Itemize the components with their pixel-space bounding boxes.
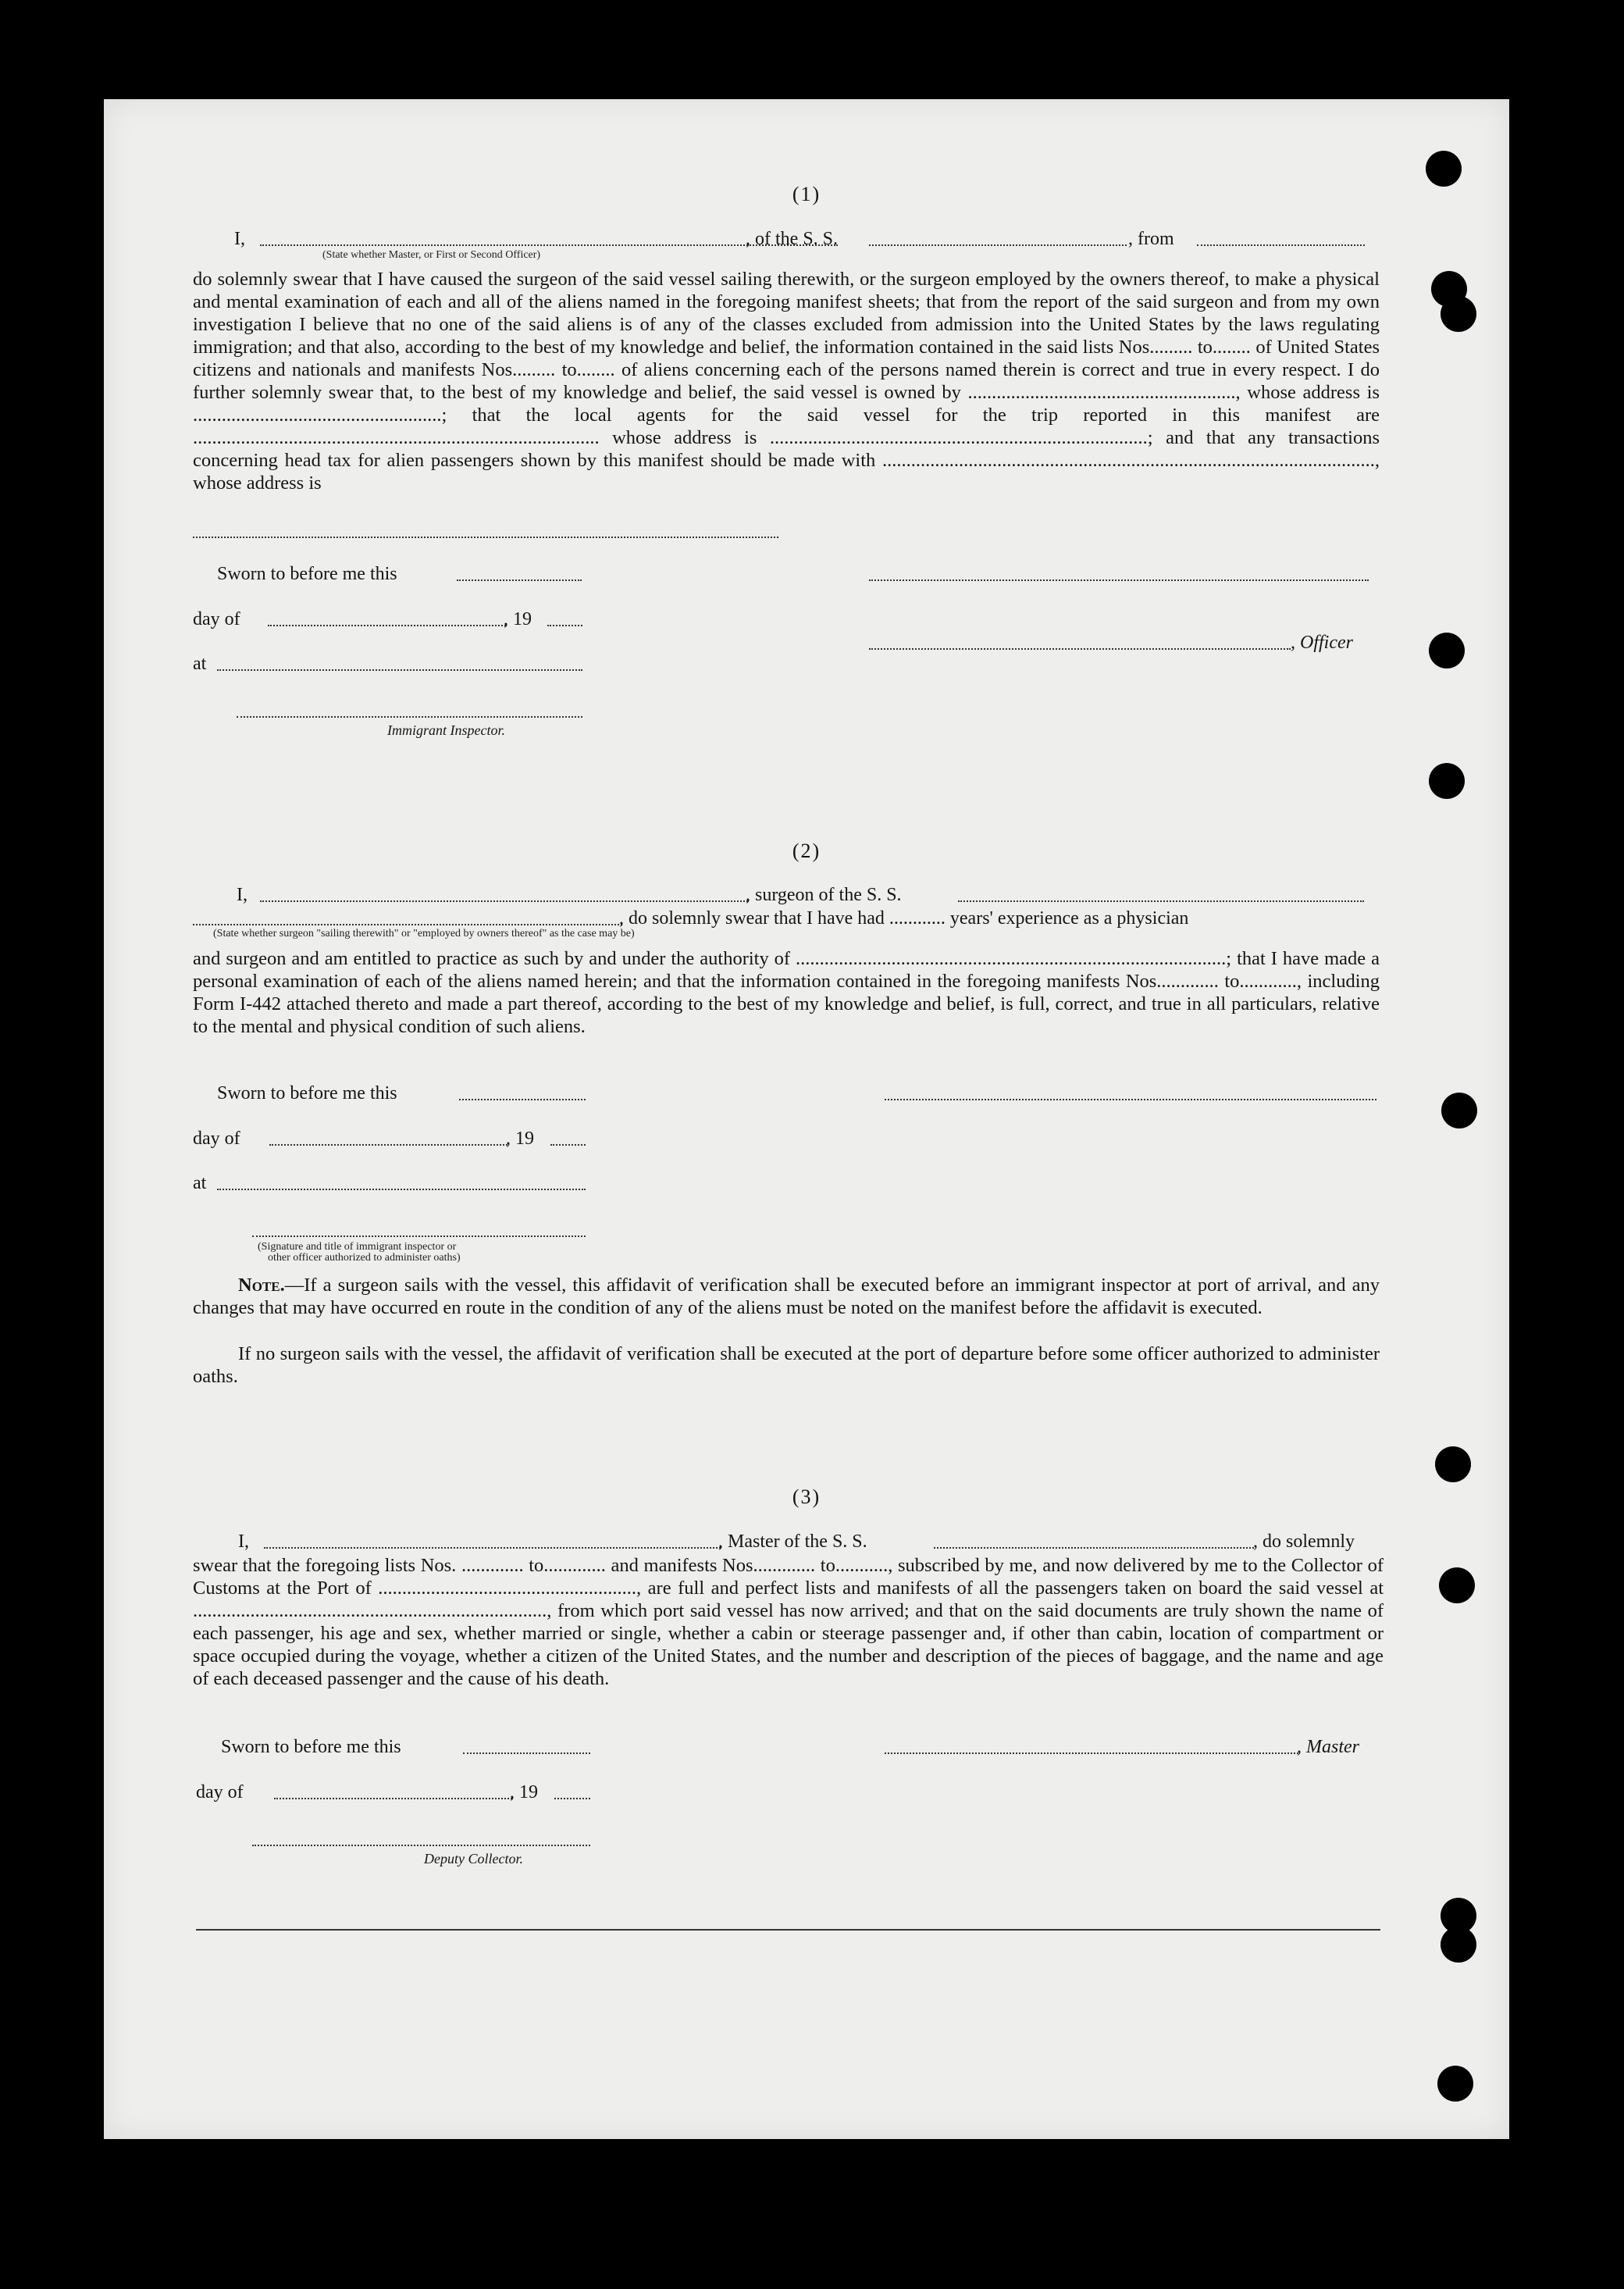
section-1-sworn-label: Sworn to before me this [217,564,397,584]
punch-hole [1441,1093,1477,1128]
section-1-day-blank [268,625,506,626]
section-2-oath-text: and surgeon and am entitled to practice as such by and under the authority of ..........................................................................................; that I have made a personal examination of each of the aliens named herein; and that the information contained in the foregoing manifests Nos............. to............, including Form I-442 attached thereto and made a part thereof, according to the best of my knowledge and belief, is full, correct, and true in all particulars, relative to the mental and physical condition of such aliens. [193,948,1380,1037]
section-3-ship-blank [934,1547,1254,1549]
section-1-oath-text: do solemnly swear that I have caused the surgeon of the said vessel sailing therewith, or the surgeon employed by the owners thereof, to make a physical and mental examination of each and all of the aliens named in the foregoing manifest sheets; that from the report of the said surgeon and from my own investigation I believe that no one of the said aliens is of any of the classes excluded from admission into the United States by the laws regulating immigration; and that also, according to the best of my knowledge and belief, the information contained in the said lists Nos......... to........ of United States citizens and nationals and manifests Nos......... to........ of aliens concerning each of the persons named therein is correct and true in every respect. I do further solemnly swear that, to the best of my knowledge and belief, the said vessel is owned by ........................................................, whose address is ....................................................; that the local agents for the said vessel for the trip reported in this manifest are ..................................................................................... whose address is ...............................................................................; and that any transactions concerning head tax for alien passengers shown by this manifest should be made with ......................................................................................................., whose address is [193,269,1380,494]
surgeon-signature-blank [885,1099,1376,1100]
from-port-blank [1197,244,1365,246]
section-1-year-label: , 19 [504,609,532,629]
section-2-swear-line: , do solemnly swear that I have had ............ years' experience as a physician [619,908,1189,929]
section-3-sworn-blank [463,1752,590,1754]
section-2-ship-blank [958,900,1364,902]
section-1-at-label: at [193,654,207,674]
surgeon-name-blank [260,900,748,902]
deputy-collector-label: Deputy Collector. [424,1851,523,1866]
section-1-number: (1) [792,183,821,205]
section-2-at-blank [217,1189,586,1190]
section-2-note [193,1274,1380,1319]
document-page [104,99,1509,2139]
note-text-2: If no surgeon sails with the vessel, the affidavit of verification shall be executed at the port of departure before some officer authorized to administer oaths. [193,1343,1380,1387]
surgeon-type-blank [193,924,622,925]
section-3-year-blank [554,1798,590,1799]
section-1-signature-blank [869,579,1369,581]
section-1-at-blank [217,669,582,671]
immigrant-inspector-label: Immigrant Inspector. [387,722,505,738]
section-2-sworn-blank [459,1099,586,1100]
officer-label: , Officer [1291,633,1353,653]
section-1-sworn-blank [457,579,582,581]
section-1-day-label: day of [193,609,240,629]
section-2-year-blank [550,1144,586,1146]
signature-note-line-1: (Signature and title of immigrant inspector or [258,1241,457,1253]
section-2-inspector-blank [252,1235,586,1237]
section-2-sworn-label: Sworn to before me this [217,1083,397,1103]
section-2-day-blank [269,1144,508,1146]
section-1-year-blank [547,625,582,626]
punch-hole [1435,1446,1471,1482]
punch-hole [1437,2066,1473,2102]
section-3-sworn-label: Sworn to before me this [221,1737,401,1757]
section-3-number: (3) [792,1485,821,1508]
punch-hole [1429,633,1465,669]
section-3-ss-label: , Master of the S. S. [718,1531,867,1552]
section-2-number: (2) [792,840,821,862]
punch-hole [1426,151,1462,187]
section-3-solemnly: , do solemnly [1253,1531,1355,1552]
section-2-at-label: at [193,1173,207,1193]
note-label: Note. [238,1275,285,1296]
section-3-opening: I, [238,1531,249,1552]
inspector-signature-blank [237,716,582,718]
signature-note-line-2: other officer authorized to administer oaths) [268,1252,461,1264]
section-3-year-label: , 19 [510,1782,538,1802]
master-signature-blank [885,1752,1298,1754]
section-3-oath-text: swear that the foregoing lists Nos. ............. to............. and manifests Nos............. to..........., subscribed by me, and now delivered by me to the Collector of Customs at the Port of ......................................................, are full and perfect lists and manifests of all the passengers taken on board the said vessel at .........................................................................., from which port said vessel has now arrived; and that on the said documents are truly shown the name of each passenger, his age and sex, whether married or single, whether a cabin or steerage passenger and, if other than cabin, location of compartment or space occupied during the voyage, whether a citizen of the United States, and the number and description of the pieces of baggage, and the name and age of each deceased passenger and the cause of his death. [193,1555,1384,1689]
section-3-day-blank [274,1798,512,1799]
bottom-rule [196,1929,1380,1931]
section-3-master-blank [264,1547,721,1549]
section-1-state-note: (State whether Master, or First or Second Officer) [322,249,541,261]
note-text-1: —If a surgeon sails with the vessel, this affidavit of verification shall be executed before an immigrant inspector at port of arrival, and any changes that may have occurred en route in the condition of any of the aliens must be noted on the manifest before the affidavit is executed. [193,1275,1380,1318]
section-2-opening: I, [237,885,248,905]
punch-hole [1441,296,1476,332]
section-2-ss-label: , surgeon of the S. S. [746,885,902,905]
section-1-opening: I, [234,229,245,249]
section-2-day-label: day of [193,1128,240,1149]
ship-name-blank [869,244,1127,246]
master-label: , Master [1297,1737,1359,1757]
address-blank [193,537,778,538]
section-1-ss-label: , of the S. S. [746,229,839,249]
collector-signature-blank [252,1845,590,1846]
section-2-state-note: (State whether surgeon "sailing therewith" or "employed by owners thereof" as the case may be) [213,928,635,939]
section-3-day-label: day of [196,1782,244,1802]
punch-hole [1429,763,1465,799]
section-2-year-label: , 19 [506,1128,534,1149]
officer-blank [869,648,1291,650]
punch-hole [1439,1567,1475,1603]
punch-hole [1441,1927,1476,1963]
section-1-from-label: , from [1128,229,1174,249]
